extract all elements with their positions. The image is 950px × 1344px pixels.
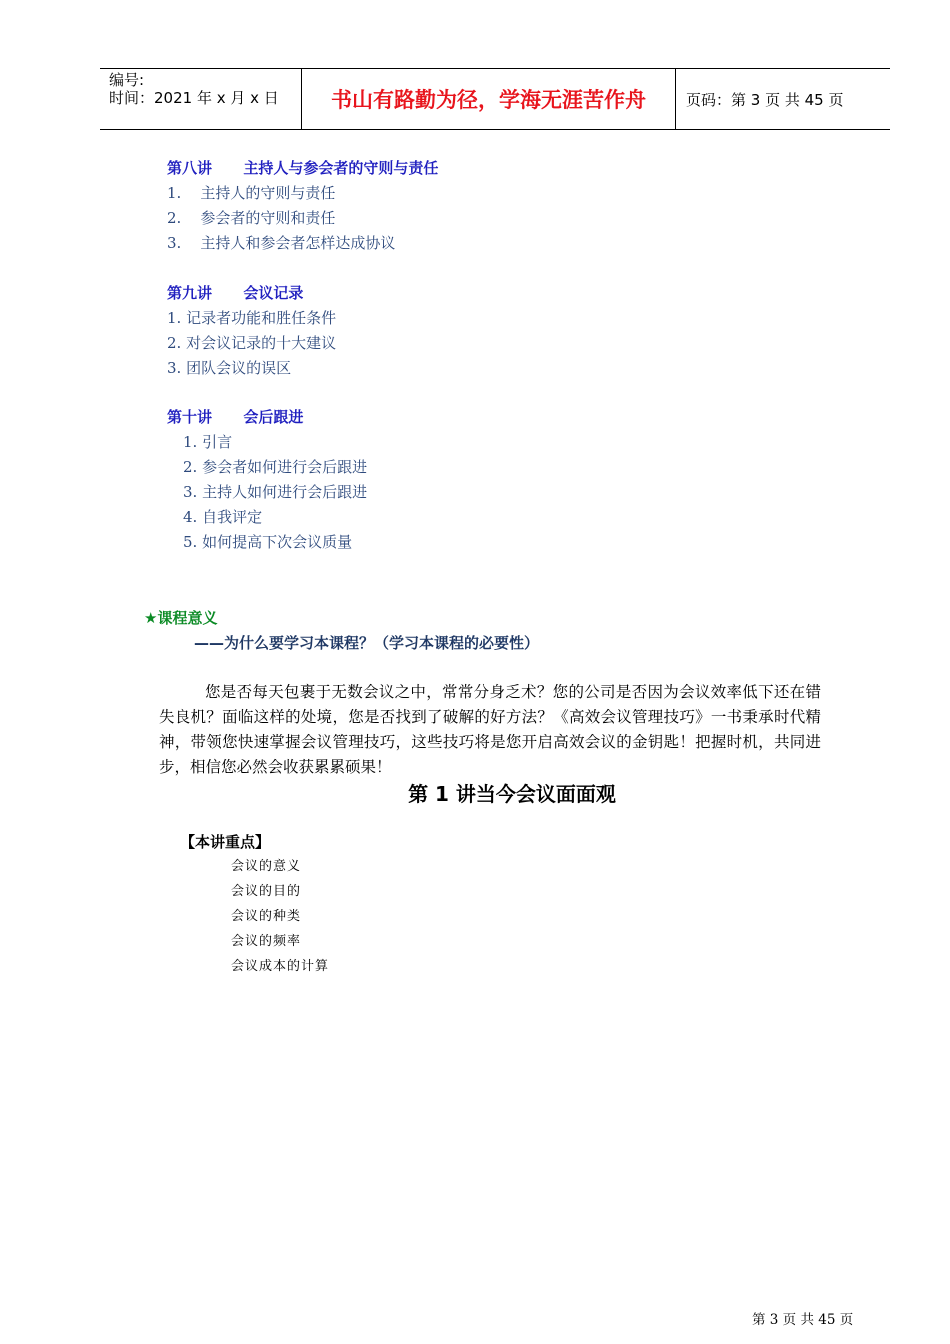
lecture-9 bbox=[167, 281, 336, 381]
lecture-item: 3. 主持人和参会者怎样达成协议 bbox=[167, 234, 396, 252]
header-page-label: 页码：第 3 页 共 45 页 bbox=[686, 90, 844, 109]
lecture-item: 3. 主持人如何进行会后跟进 bbox=[183, 483, 368, 501]
header-motto: 书山有路勤为径，学海无涯苦作舟 bbox=[302, 69, 676, 129]
lecture-8 bbox=[167, 156, 438, 256]
course-significance bbox=[144, 606, 539, 656]
lecture-title: 第八讲 主持人与参会者的守则与责任 bbox=[167, 159, 439, 177]
lecture-item: 2. 参会者的守则和责任 bbox=[167, 209, 336, 227]
lecture-item: 1. 主持人的守则与责任 bbox=[167, 184, 336, 202]
lecture-item: 2. 对会议记录的十大建议 bbox=[167, 334, 337, 352]
lecture-title: 第十讲 会后跟进 bbox=[167, 408, 304, 426]
lecture-item: 3. 团队会议的误区 bbox=[167, 359, 292, 377]
focus-item: 会议成本的计算 bbox=[231, 959, 330, 974]
lecture-item: 2. 参会者如何进行会后跟进 bbox=[183, 458, 368, 476]
chapter-focus bbox=[180, 830, 329, 979]
page-header bbox=[100, 68, 890, 130]
focus-item: 会议的目的 bbox=[231, 884, 302, 899]
time-label: 时间：2021 年 x 月 x 日 bbox=[109, 89, 279, 107]
focus-item: 会议的种类 bbox=[231, 909, 302, 924]
focus-title: 【本讲重点】 bbox=[180, 833, 271, 851]
focus-item: 会议的意义 bbox=[231, 859, 302, 874]
focus-item: 会议的频率 bbox=[231, 934, 302, 949]
significance-subtitle: ——为什么要学习本课程？（学习本课程的必要性） bbox=[194, 634, 540, 652]
lecture-item: 1. 引言 bbox=[183, 433, 233, 451]
serial-label: 编号: bbox=[109, 71, 145, 89]
chapter-title: 第 1 讲当今会议面面观 bbox=[408, 782, 616, 806]
significance-title: ★课程意义 bbox=[144, 609, 218, 627]
lecture-item: 4. 自我评定 bbox=[183, 508, 263, 526]
lecture-10 bbox=[167, 405, 367, 555]
header-meta bbox=[100, 69, 302, 129]
lecture-item: 5. 如何提高下次会议质量 bbox=[183, 533, 353, 551]
lecture-title: 第九讲 会议记录 bbox=[167, 284, 304, 302]
significance-paragraph: 您是否每天包裹于无数会议之中，常常分身乏术？您的公司是否因为会议效率低下还在错失良机？面临这样的处境，您是否找到了破解的好方法？《高效会议管理技巧》一书秉承时代精神，带领您快速掌握会议管理技巧，这些技巧将是您开启高效会议的金钥匙！把握时机，共同进步，相信您必然会收获累累硕果！ bbox=[159, 683, 821, 776]
page-footer: 第 3 页 共 45 页 bbox=[752, 1312, 854, 1328]
lecture-item: 1. 记录者功能和胜任条件 bbox=[167, 309, 337, 327]
